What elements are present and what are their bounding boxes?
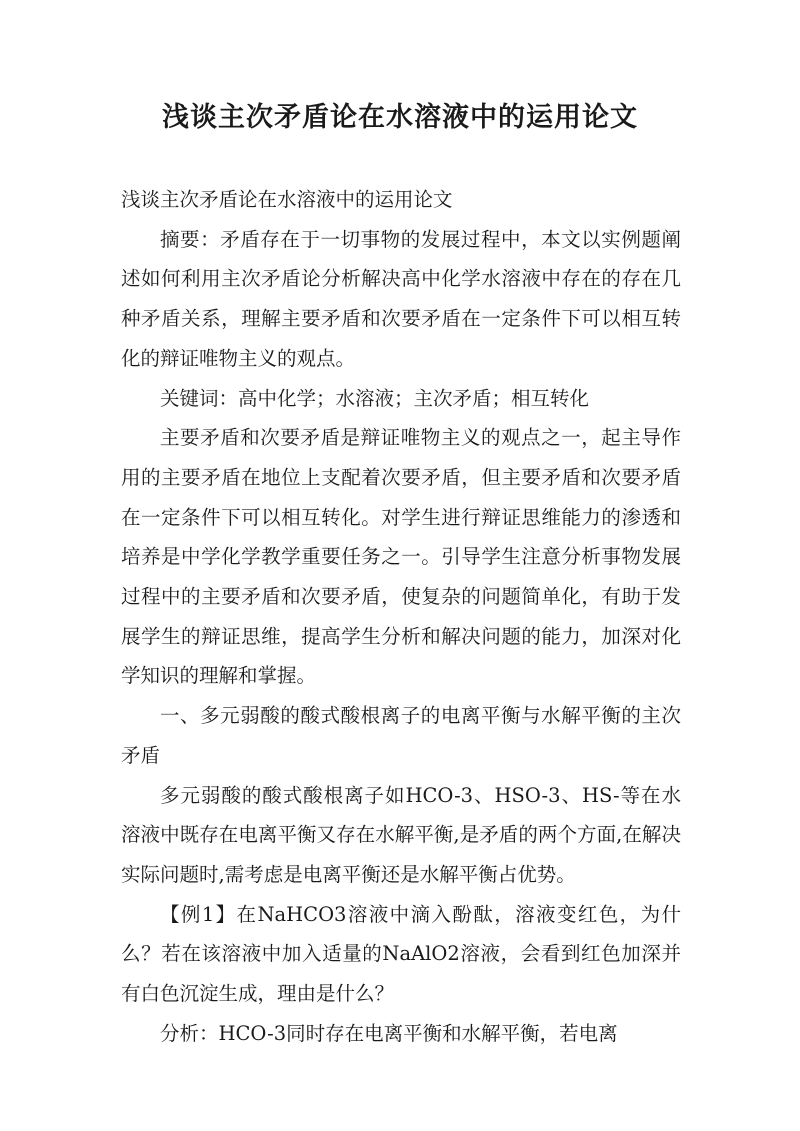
example-paragraph: 【例1】在NaHCO3溶液中滴入酚酞，溶液变红色，为什么？若在该溶液中加入适量的NaAlO2溶液，会看到红色加深并有白色沉淀生成，理由是什么？ xyxy=(121,902,681,1006)
document-body xyxy=(121,180,681,1053)
subtitle-paragraph: 浅谈主次矛盾论在水溶液中的运用论文 xyxy=(121,188,453,211)
keywords-paragraph: 关键词：高中化学；水溶液；主次矛盾；相互转化 xyxy=(160,386,590,410)
section-paragraph: 多元弱酸的酸式酸根离子如HCO-3、HSO-3、HS-等在水溶液中既存在电离平衡又存在水解平衡,是矛盾的两个方面,在解决实际问题时,需考虑是电离平衡还是水解平衡占优势。 xyxy=(121,783,681,886)
section-heading: 一、多元弱酸的酸式酸根离子的电离平衡与水解平衡的主次矛盾 xyxy=(121,704,681,767)
abstract-paragraph: 摘要：矛盾存在于一切事物的发展过程中，本文以实例题阐述如何利用主次矛盾论分析解决高中化学水溶液中存在的存在几种矛盾关系，理解主要矛盾和次要矛盾在一定条件下可以相互转化的辩证唯物主义的观点。 xyxy=(121,227,681,370)
document-title: 浅谈主次矛盾论在水溶液中的运用论文 xyxy=(162,102,638,133)
analysis-paragraph: 分析：HCO-3同时存在电离平衡和水解平衡，若电离 xyxy=(160,1021,618,1045)
intro-paragraph: 主要矛盾和次要矛盾是辩证唯物主义的观点之一，起主导作用的主要矛盾在地位上支配着次要矛盾，但主要矛盾和次要矛盾在一定条件下可以相互转化。对学生进行辩证思维能力的渗透和培养是中学化学教学重要任务之一。引导学生注意分析事物发展过程中的主要矛盾和次要矛盾，使复杂的问题简单化，有助于发展学生的辩证思维，提高学生分析和解决问题的能力，加深对化学知识的理解和掌握。 xyxy=(121,426,681,688)
